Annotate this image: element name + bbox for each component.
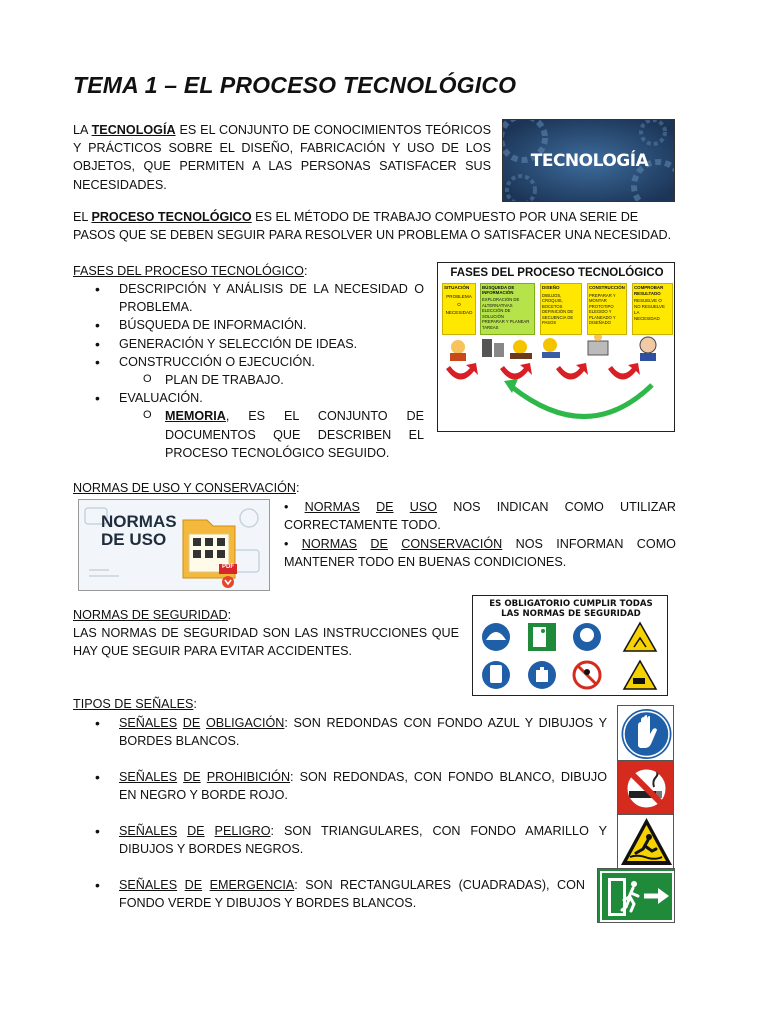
list-item [73, 714, 607, 750]
diagram-cycle-icon [438, 335, 675, 432]
text-span: NOS INDICAN COMO UTILIZAR CORRECTAMENTE TODO. [284, 500, 676, 533]
seguridad-panel-title [473, 599, 668, 619]
text-span: : [296, 481, 300, 495]
danger-sign-image [617, 814, 674, 869]
col-head: BÚSQUEDA DE INFORMACIÓN [482, 285, 515, 295]
col-body [541, 292, 581, 328]
normas-uso-image-label [101, 513, 177, 549]
tecnologia-definition [73, 121, 491, 194]
text-span: PELIGRO [214, 824, 271, 838]
list-item: • EVALUACIÓN. [73, 389, 424, 407]
text-span: : SON TRIANGULARES, CON FONDO AMARILLO Y DIBUJOS Y BORDES NEGROS. [119, 824, 607, 857]
list-item [73, 822, 607, 858]
glove-obligation-icon [618, 706, 674, 761]
text-span: USO [409, 500, 438, 514]
text-span: SEÑALES [119, 824, 178, 838]
sub-list-item: O PLAN DE TRABAJO. [73, 371, 424, 389]
no-smoking-prohibition-icon [618, 761, 674, 815]
list-item: • CONSTRUCCIÓN O EJECUCIÓN. [73, 353, 424, 371]
senal-prohibicion-item [73, 768, 607, 804]
list-item [73, 768, 607, 804]
proceso-definition [73, 208, 678, 244]
text-span: : [303, 264, 308, 278]
diagram-columns [442, 283, 673, 335]
text-span: LA [73, 123, 92, 137]
col-line: NO RESUELVE LA [634, 304, 665, 315]
senal-obligacion-item [73, 714, 607, 750]
text-span: DE [183, 770, 201, 784]
diagram-col-4 [587, 283, 627, 335]
text-span: DE [182, 716, 201, 730]
diagram-title: FASES DEL PROCESO TECNOLÓGICO [450, 267, 664, 279]
text-span: NORMAS [301, 537, 358, 551]
fases-diagram [437, 262, 675, 432]
text-span: : SON RECTANGULARES (CUADRADAS), CON FONDO VERDE Y DIBUJOS Y BORDES BLANCOS. [119, 878, 586, 911]
seguridad-text: LAS NORMAS DE SEGURIDAD SON LAS INSTRUCCIONES QUE HAY QUE SEGUIR PARA EVITAR ACCIDENTES. [73, 626, 459, 659]
fases-heading-text: FASES DEL PROCESO TECNOLÓGICO [73, 264, 304, 278]
col-line: ELEGIDO Y PLANEADO Y DISEÑADO [589, 309, 616, 326]
col-body [443, 292, 475, 318]
text-span: SEÑALES [119, 878, 178, 892]
col-head: SITUACIÓN [444, 285, 470, 290]
text-span: DE [187, 824, 205, 838]
emergency-exit-icon [598, 869, 675, 923]
red-arrows [446, 363, 640, 380]
safety-signs-grid-icon [473, 620, 668, 696]
seguridad-heading-text: NORMAS DE SEGURIDAD [73, 608, 228, 622]
image-label-line: NORMAS [101, 512, 177, 531]
normas-uso-bullet-1 [284, 498, 676, 534]
col-line: ELECCIÓN DE SOLUCIÓN [482, 308, 511, 319]
col-line: DEFINICIÓN DE SECUENCIA DE PASOS [542, 309, 574, 326]
panel-line: LAS NORMAS DE SEGURIDAD [501, 609, 641, 619]
senales-heading [73, 695, 373, 713]
fases-heading [73, 262, 403, 280]
normas-uso-heading-text: NORMAS DE USO Y CONSERVACIÓN [73, 481, 297, 495]
slippery-floor-danger-icon [618, 815, 674, 869]
text-span: EMERGENCIA [209, 878, 295, 892]
list-item: • GENERACIÓN Y SELECCIÓN DE IDEAS. [73, 335, 424, 353]
col-line: NECESIDAD [445, 309, 473, 315]
list-item: • DESCRIPCIÓN Y ANÁLISIS DE LA NECESIDAD O PROBLEMA. [73, 280, 424, 316]
tecnologia-image-label: TECNOLOGÍA [530, 151, 649, 171]
diagram-col-3 [540, 283, 582, 335]
text-span: ES EL CONJUNTO DE CONOCIMIENTOS TEÓRICOS Y PRÁCTICOS SOBRE EL DISEÑO, FABRICACIÓN Y USO DE LOS OBJETOS, QUE PERMITEN A LAS PERSONAS SATISFACER SUS NECESIDADES. [73, 123, 491, 192]
normas-uso-heading [73, 479, 373, 497]
col-head: CONSTRUCCIÓN [589, 285, 625, 290]
image-label-line: DE USO [101, 530, 167, 549]
text-span: : [193, 697, 197, 711]
col-head: COMPROBAR RESULTADO [634, 285, 664, 296]
text-span: NOS INFORMAN COMO MANTENER TODO EN BUENAS CONDICIONES. [284, 537, 676, 570]
col-line: PREPARAR Y MONTAR PROTOTIPO [589, 292, 616, 309]
senales-heading-text: TIPOS DE SEÑALES [73, 697, 194, 711]
prohibition-sign-image [617, 760, 674, 815]
col-line: PREPARAR Y PLANEAR TAREAS [482, 319, 530, 330]
text-span: : [227, 608, 232, 622]
obligation-sign-image [617, 705, 674, 761]
senal-emergencia-item [73, 876, 585, 912]
text-span: CONSERVACIÓN [401, 537, 503, 551]
col-body [633, 297, 672, 323]
text-span: PROHIBICIÓN [206, 770, 291, 784]
list-item [73, 876, 585, 912]
col-line: DIBUJOS, CROQUIS, BOCETOS [542, 292, 563, 309]
col-line: EXPLORACIÓN DE ALTERNATIVAS [482, 297, 520, 308]
text-span: : SON REDONDAS CON FONDO AZUL Y DIBUJOS Y BORDES BLANCOS. [119, 716, 608, 749]
normas-uso-image [78, 499, 270, 591]
text-span: SEÑALES [119, 716, 178, 730]
text-span: : SON REDONDAS, CON FONDO BLANCO, DIBUJO EN NEGRO Y BORDE ROJO. [119, 770, 608, 803]
text-span: DE [376, 500, 394, 514]
text-span: EL [73, 210, 92, 224]
col-head: DISEÑO [542, 285, 560, 290]
text-span: ES EL MÉTODO DE TRABAJO COMPUESTO POR UNA SERIE DE PASOS QUE SE DEBEN SEGUIR PARA RESOLVER UN PROBLEMA O SATISFACER UNA NECESIDAD. [73, 210, 672, 243]
fases-list [73, 280, 424, 462]
col-line: NECESIDAD [634, 316, 660, 321]
text-span: NORMAS [304, 500, 360, 514]
figure-icons [450, 335, 656, 361]
text-span: SEÑALES [119, 770, 178, 784]
text-span: DE [370, 537, 388, 551]
page-title: TEMA 1 – EL PROCESO TECNOLÓGICO [73, 72, 517, 98]
term-memoria: MEMORIA [165, 409, 226, 424]
term-proceso-tecnologico: PROCESO TECNOLÓGICO [91, 210, 252, 224]
seguridad-heading [73, 606, 373, 624]
diagram-col-2 [480, 283, 535, 335]
senal-peligro-item [73, 822, 607, 858]
text-span: DE [184, 878, 203, 892]
pdf-badge: PDF [222, 564, 234, 570]
diagram-col-5 [632, 283, 673, 335]
col-line: O [457, 301, 461, 307]
panel-line: ES OBLIGATORIO CUMPLIR TODAS [489, 599, 653, 609]
emergency-sign-image [597, 868, 675, 923]
sub-list-item-memoria [73, 407, 424, 462]
list-item: • BÚSQUEDA DE INFORMACIÓN. [73, 316, 424, 334]
term-tecnologia: TECNOLOGÍA [91, 123, 176, 137]
col-line: PROBLEMA [446, 293, 472, 299]
bullet-glyph: • [284, 500, 305, 514]
seguridad-panel [472, 595, 668, 696]
text-span: , ES EL CONJUNTO DE DOCUMENTOS QUE DESCRIBEN EL PROCESO TECNOLÓGICO SEGUIDO. [165, 409, 424, 460]
normas-uso-bullet-2 [284, 535, 676, 571]
bullet-glyph: • [284, 537, 302, 551]
text-span: OBLIGACIÓN [205, 716, 285, 730]
diagram-col-1 [442, 283, 476, 335]
tecnologia-image [502, 119, 675, 202]
col-body [588, 292, 626, 328]
col-body [481, 296, 534, 332]
col-line: RESUELVE O [634, 298, 662, 303]
